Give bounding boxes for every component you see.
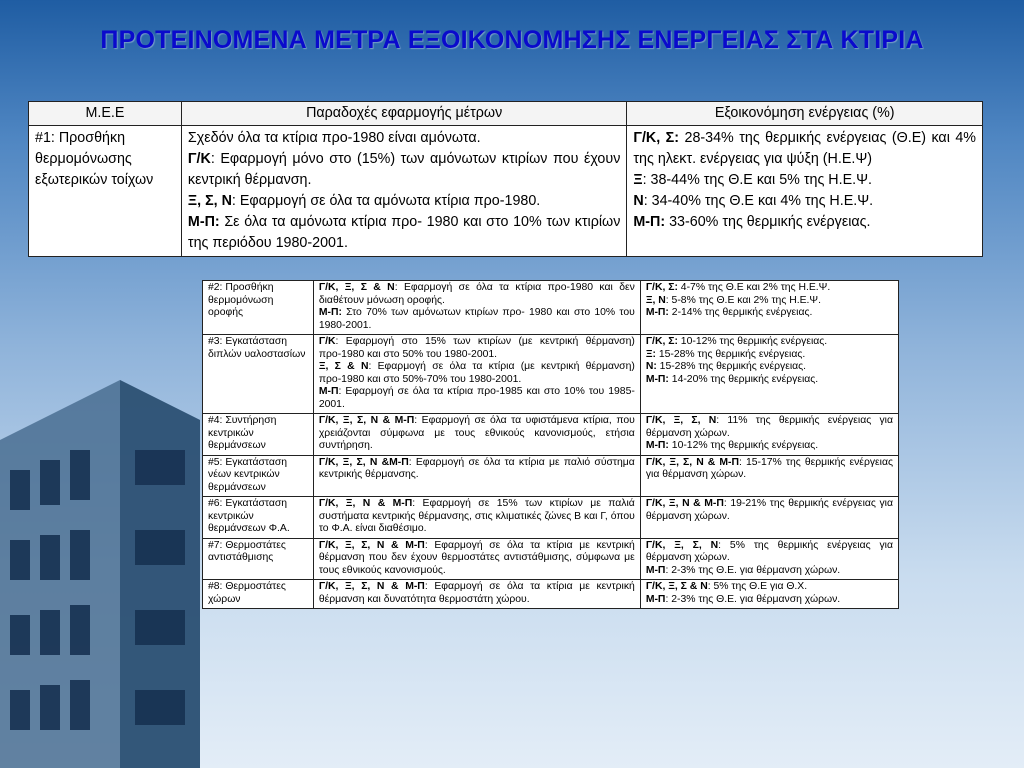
savings-cell <box>640 414 898 456</box>
main-measures-table <box>28 101 983 257</box>
assumption-line: Μ-Π: Σε όλα τα αμόνωτα κτίρια προ- 1980 και στο 10% των κτιρίων της περιόδου 1980-2001. <box>187 214 621 251</box>
assumption-line: Γ/Κ, Ξ, Σ, Ν &Μ-Π: Εφαρμογή σε όλα τα κτίρια με παλιό σύστημα κεντρικής θέρμανσης. <box>318 456 635 480</box>
savings-line: Μ-Π: 2-3% της Θ.Ε. για θέρμανση χώρων. <box>645 564 841 576</box>
savings-cell <box>640 281 898 335</box>
assumption-line: Γ/Κ, Ξ, Σ, Ν & Μ-Π: Εφαρμογή σε όλα τα υφιστάμενα κτίρια, που χρειάζονται σύμφωνα με τους εθνικούς κανονισμούς, ετήσια συντήρηση. <box>318 415 635 451</box>
slide-title: ΠΡΟΤΕΙΝΟΜΕΝΑ ΜΕΤΡΑ ΕΞΟΙΚΟΝΟΜΗΣΗΣ ΕΝΕΡΓΕΙΑΣ ΣΤΑ ΚΤΙΡΙΑ <box>100 26 924 54</box>
savings-cell <box>640 455 898 497</box>
savings-cell <box>627 126 983 257</box>
savings-line: Γ/Κ, Σ: 10-12% της θερμικής ενέργειας. <box>645 336 828 347</box>
measure-cell: #7: Θερμοστάτες αντιστάθμισης <box>203 538 314 580</box>
savings-line: Μ-Π: 2-14% της θερμικής ενέργειας. <box>645 307 813 318</box>
table-row <box>203 281 899 335</box>
table-row <box>203 580 899 609</box>
table-header-row <box>29 102 983 126</box>
assumptions-cell <box>181 126 626 257</box>
header-measure: Μ.Ε.Ε <box>29 102 182 126</box>
savings-cell <box>640 538 898 580</box>
savings-line: Ξ: 38-44% της Θ.Ε και 5% της Η.Ε.Ψ. <box>633 172 873 188</box>
header-assumptions: Παραδοχές εφαρμογής μέτρων <box>181 102 626 126</box>
building-background-image <box>0 380 200 768</box>
table-row <box>29 126 983 257</box>
table-row <box>203 455 899 497</box>
savings-cell <box>640 335 898 414</box>
savings-cell <box>640 497 898 539</box>
table-row <box>203 335 899 414</box>
header-savings: Εξοικονόμηση ενέργειας (%) <box>627 102 983 126</box>
assumptions-cell <box>313 455 640 497</box>
assumption-line: Γ/Κ, Ξ, Σ, Ν & Μ-Π: Εφαρμογή σε όλα τα κτίρια με κεντρική θέρμανση και δυνατότητα θερμοστάτη χώρου. <box>318 581 635 605</box>
savings-line: Μ-Π: 2-3% της Θ.Ε. για θέρμανση χώρων. <box>645 593 841 605</box>
savings-line: Μ-Π: 33-60% της θερμικής ενέργειας. <box>633 214 871 230</box>
assumptions-cell <box>313 580 640 609</box>
assumption-line: Μ-Π: Στο 70% των αμόνωτων κτιρίων προ- 1980 και στο 10% του 1980-2001. <box>318 307 635 331</box>
savings-line: Γ/Κ, Ξ, Ν & Μ-Π: 19-21% της θερμικής ενέργειας για θέρμανση χώρων. <box>645 498 893 522</box>
savings-line: Ν: 15-28% της θερμικής ενέργειας. <box>645 361 807 372</box>
savings-cell <box>640 580 898 609</box>
assumption-line: Γ/Κ: Εφαρμογή στο 15% των κτιρίων (με κεντρική θέρμανση) προ-1980 και στο 50% του 1980-2001. <box>318 336 635 360</box>
assumptions-cell <box>313 497 640 539</box>
savings-line: Γ/Κ, Ξ, Σ, Ν: 11% της θερμικής ενέργειας για θέρμανση χώρων. <box>645 415 893 439</box>
assumption-line: Μ-Π: Εφαρμογή σε όλα τα κτίρια προ-1985 και στο 10% του 1985-2001. <box>318 386 635 410</box>
assumptions-cell <box>313 538 640 580</box>
assumptions-cell <box>313 281 640 335</box>
assumption-line: Ξ, Σ, Ν: Εφαρμογή σε όλα τα αμόνωτα κτίρια προ-1980. <box>187 193 541 209</box>
measure-cell: #3: Εγκατάσταση διπλών υαλοστασίων <box>203 335 314 414</box>
savings-line: Μ-Π: 14-20% της θερμικής ενέργειας. <box>645 373 819 385</box>
assumption-line: Γ/Κ, Ξ, Σ & Ν: Εφαρμογή σε όλα τα κτίρια προ-1980 και δεν διαθέτουν μόνωση οροφής. <box>318 282 635 306</box>
measure-cell: #8: Θερμοστάτες χώρων <box>203 580 314 609</box>
measure-cell: #5: Εγκατάσταση νέων κεντρικών θερμάνσεων <box>203 455 314 497</box>
measure-cell: #2: Προσθήκη θερμομόνωση οροφής <box>203 281 314 335</box>
assumption-line: Γ/Κ: Εφαρμογή μόνο στο (15%) των αμόνωτων κτιρίων που έχουν κεντρική θέρμανση. <box>187 151 621 188</box>
assumption-line: Ξ, Σ & Ν: Εφαρμογή σε όλα τα κτίρια (με κεντρική θέρμανση) προ-1980 και στο 50%-70% του 1980-2001. <box>318 361 635 385</box>
measure-cell: #6: Εγκατάσταση κεντρικών θερμάνσεων Φ.Α. <box>203 497 314 539</box>
table-row <box>203 497 899 539</box>
measure-cell: #4: Συντήρηση κεντρικών θερμάνσεων <box>203 414 314 456</box>
savings-line: Γ/Κ, Ξ, Σ, Ν: 5% της θερμικής ενέργειας για θέρμανση χώρων. <box>645 539 893 563</box>
assumption-line: Γ/Κ, Ξ, Σ, Ν & Μ-Π: Εφαρμογή σε όλα τα κτίρια με κεντρική θέρμανση που δεν έχουν θερμοστάτες αντιστάθμισης, σύμφωνα με τους εθνικούς κανονισμούς. <box>318 539 635 576</box>
measure-cell: #1: Προσθήκη θερμομόνωσης εξωτερικών τοίχων <box>29 126 182 257</box>
savings-line: Γ/Κ, Σ: 28-34% της θερμικής ενέργειας (Θ.Ε) και 4% της ηλεκτ. ενέργειας για ψύξη (Η.Ε.Ψ) <box>633 130 976 167</box>
savings-line: Γ/Κ, Ξ, Σ & Ν: 5% της Θ.Ε για Θ.Χ. <box>645 581 808 592</box>
assumption-line: Σχεδόν όλα τα κτίρια προ-1980 είναι αμόνωτα. <box>187 130 481 146</box>
savings-line: Ξ: 15-28% της θερμικής ενέργειας. <box>645 348 806 360</box>
table-row <box>203 538 899 580</box>
savings-line: Γ/Κ, Σ: 4-7% της Θ.Ε και 2% της Η.Ε.Ψ. <box>645 282 831 293</box>
assumptions-cell <box>313 414 640 456</box>
savings-line: Ν: 34-40% της Θ.Ε και 4% της Η.Ε.Ψ. <box>633 193 874 209</box>
savings-line: Γ/Κ, Ξ, Σ, Ν & Μ-Π: 15-17% της θερμικής ενέργειας για θέρμανση χώρων. <box>645 456 894 480</box>
savings-line: Ξ, Ν: 5-8% της Θ.Ε και 2% της Η.Ε.Ψ. <box>645 294 821 306</box>
savings-line: Μ-Π: 10-12% της θερμικής ενέργειας. <box>645 440 819 451</box>
assumption-line: Γ/Κ, Ξ, Ν & Μ-Π: Εφαρμογή σε 15% των κτιρίων με παλιά συστήματα κεντρικής θέρμανσης, στις κλιματικές ζώνες Β και Γ, όπου το Φ.Α. είναι διαθέσιμο. <box>318 498 635 534</box>
table-row <box>203 414 899 456</box>
detail-measures-table <box>202 280 899 609</box>
assumptions-cell <box>313 335 640 414</box>
